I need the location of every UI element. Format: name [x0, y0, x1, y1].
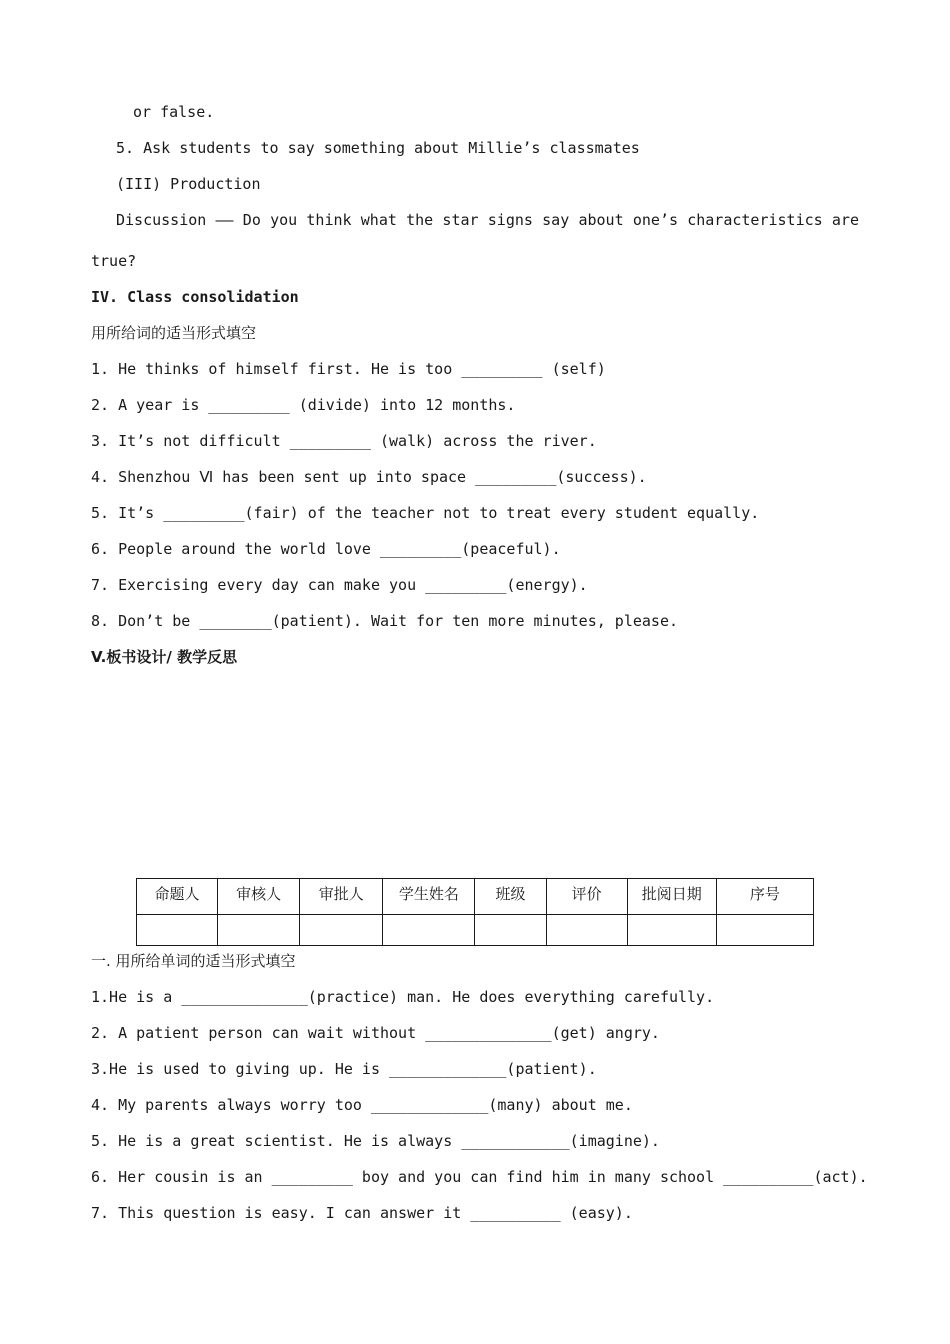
table-cell [300, 915, 383, 946]
exercise-heading: 一. 用所给单词的适当形式填空 [91, 952, 296, 970]
procedure-step-5: 5. Ask students to say something about Millie’s classmates [116, 139, 640, 157]
table-header-cell: 审批人 [300, 879, 383, 915]
consolidation-item-4: 4. Shenzhou Ⅵ has been sent up into space _________(success). [91, 468, 647, 486]
exercise-item-1: 1.He is a ______________(practice) man. He does everything carefully. [91, 988, 715, 1006]
table-cell [383, 915, 475, 946]
exercise-item-3: 3.He is used to giving up. He is _____________(patient). [91, 1060, 597, 1078]
table-header-cell: 评价 [546, 879, 627, 915]
discussion-line-1: Discussion —— Do you think what the star signs say about one’s characteristics are [116, 211, 859, 229]
table-header-cell: 审核人 [218, 879, 300, 915]
consolidation-item-3: 3. It’s not difficult _________ (walk) across the river. [91, 432, 597, 450]
table-row [137, 915, 814, 946]
table-header-cell: 学生姓名 [383, 879, 475, 915]
discussion-line-2: true? [91, 252, 137, 270]
consolidation-item-8: 8. Don’t be ________(patient). Wait for ten more minutes, please. [91, 612, 678, 630]
table-header-cell: 批阅日期 [627, 879, 716, 915]
table-header-cell: 班级 [475, 879, 546, 915]
table-header-row [137, 879, 814, 915]
text-line-or-false: or false. [133, 103, 215, 121]
consolidation-item-7: 7. Exercising every day can make you _________(energy). [91, 576, 588, 594]
consolidation-item-6: 6. People around the world love _________(peaceful). [91, 540, 561, 558]
exercise-item-6: 6. Her cousin is an _________ boy and you can find him in many school __________(act). [91, 1168, 868, 1186]
consolidation-instruction: 用所给词的适当形式填空 [91, 324, 257, 342]
table-cell [137, 915, 218, 946]
consolidation-item-1: 1. He thinks of himself first. He is too _________ (self) [91, 360, 606, 378]
table-cell [218, 915, 300, 946]
table-header-cell: 命题人 [137, 879, 218, 915]
consolidation-item-2: 2. A year is _________ (divide) into 12 months. [91, 396, 516, 414]
grading-info-table [136, 878, 814, 946]
table-cell [475, 915, 546, 946]
exercise-item-4: 4. My parents always worry too _____________(many) about me. [91, 1096, 633, 1114]
section-heading-board-design: V.板书设计/ 教学反思 [91, 648, 238, 666]
section-heading-class-consolidation: IV. Class consolidation [91, 288, 299, 306]
exercise-item-5: 5. He is a great scientist. He is always ____________(imagine). [91, 1132, 660, 1150]
consolidation-item-5: 5. It’s _________(fair) of the teacher not to treat every student equally. [91, 504, 760, 522]
table-cell [546, 915, 627, 946]
exercise-item-2: 2. A patient person can wait without ______________(get) angry. [91, 1024, 660, 1042]
exercise-item-7: 7. This question is easy. I can answer it __________ (easy). [91, 1204, 633, 1222]
table-header-cell: 序号 [716, 879, 813, 915]
table-cell [716, 915, 813, 946]
production-heading: (III) Production [116, 175, 261, 193]
table-cell [627, 915, 716, 946]
